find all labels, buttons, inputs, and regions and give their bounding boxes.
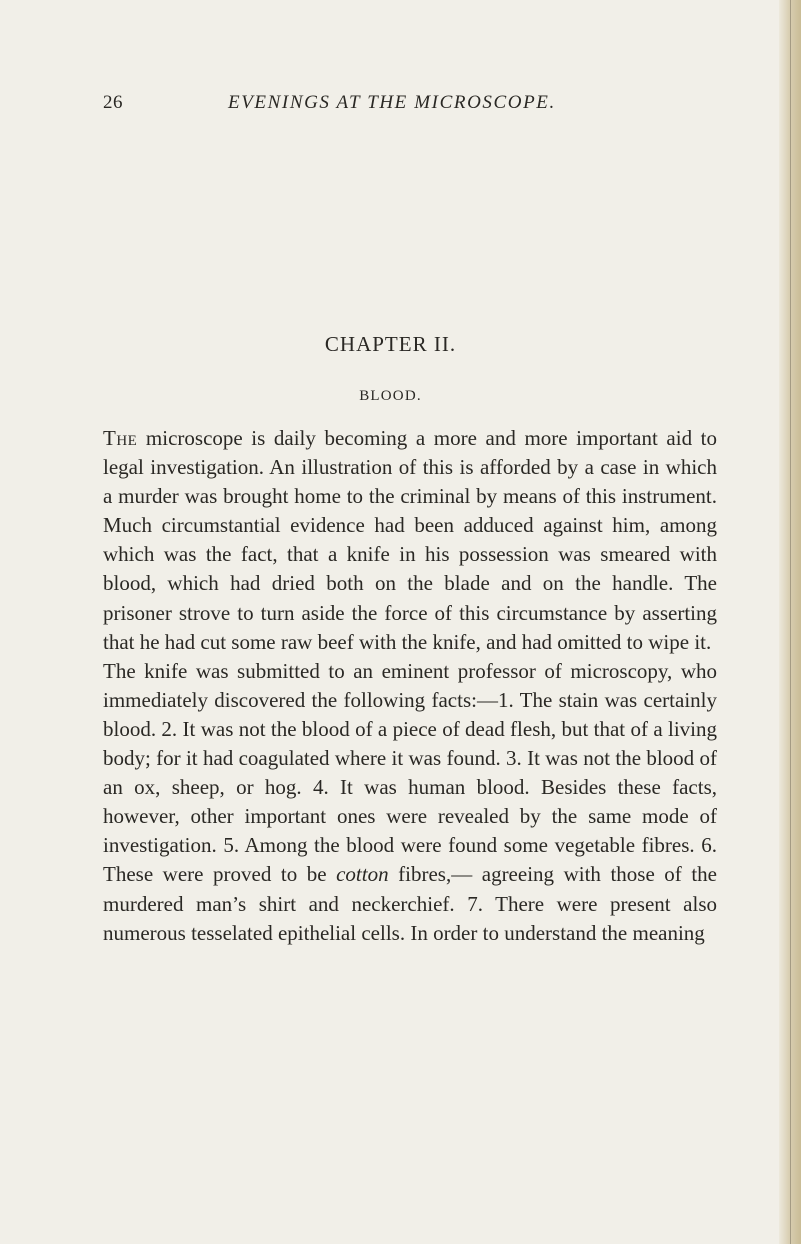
body-text xyxy=(103,424,717,948)
paragraph-2-italic-word: cotton xyxy=(336,862,389,887)
running-title: EVENINGS AT THE MICROSCOPE. xyxy=(228,92,556,113)
paragraph-2 xyxy=(103,657,717,948)
page-edge-line xyxy=(790,0,791,1244)
paragraph-2-text-after: fibres,— agreeing with those of the murdered man’s shirt and neckerchief. 7. There were present also numerous tesselated epithelial cells. In order to understand the meaning xyxy=(103,862,717,945)
paragraph-lead-word: The xyxy=(103,426,138,450)
page-number: 26 xyxy=(103,92,123,113)
section-title: BLOOD. xyxy=(359,388,422,404)
paragraph-1-text: microscope is daily becoming a more and more important aid to legal investigation. An illustration of this is afforded by a case in which a murder was brought home to the criminal by means of this instrument. Much circumstantial evidence had been adduced against him, among which was the fact, that a knife in his possession was smeared with blood, which had dried both on the blade and on the handle. The prisoner strove to turn aside the force of this circumstance by asserting that he had cut some raw beef with the knife, and had omitted to wipe it. xyxy=(103,426,717,654)
chapter-title: CHAPTER II. xyxy=(324,332,457,356)
paragraph-1 xyxy=(103,424,717,657)
running-head xyxy=(103,92,723,120)
paragraph-2-text-before: The knife was submitted to an eminent professor of microscopy, who immediately discovered the following facts:—1. The stain was certainly blood. 2. It was not the blood of a piece of dead flesh, but that of a living body; for it had coagulated where it was found. 3. It was not the blood of an ox, sheep, or hog. 4. It was human blood. Besides these facts, however, other important ones were revealed by the same mode of investigation. 5. Among the blood were found some vegetable fibres. 6. These were proved to be xyxy=(103,658,717,887)
